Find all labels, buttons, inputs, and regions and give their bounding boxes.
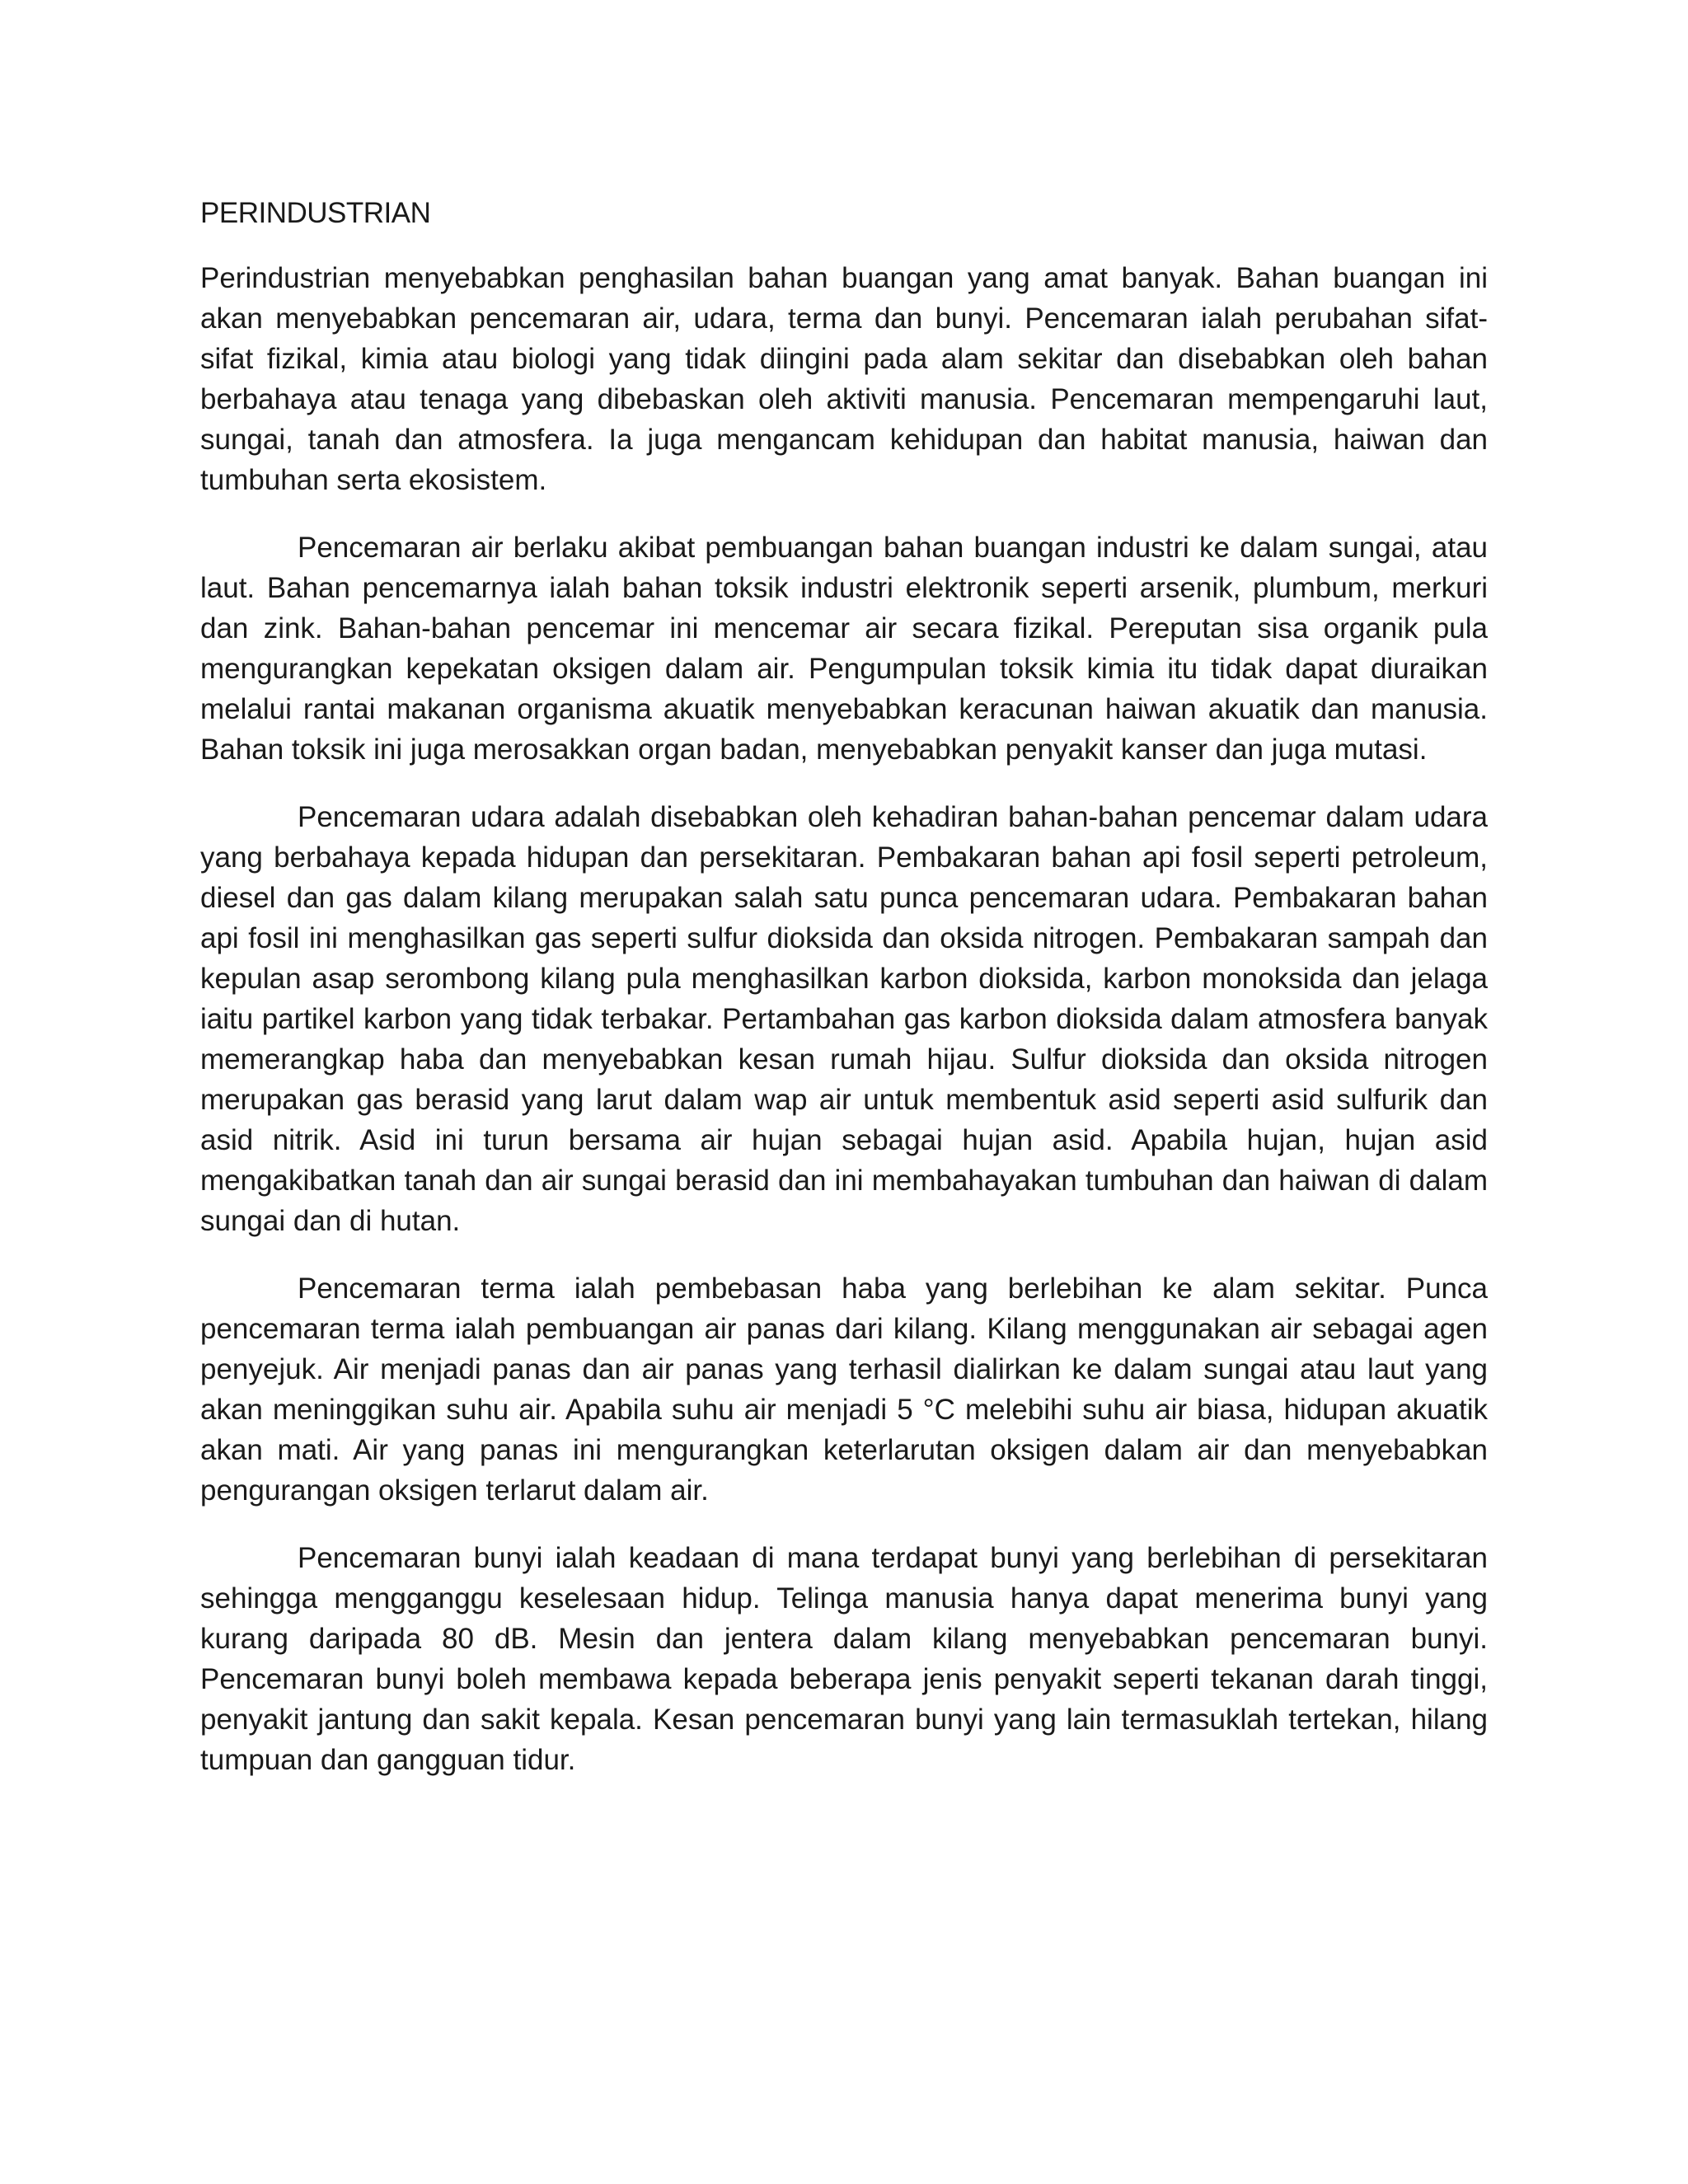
document-title: PERINDUSTRIAN [200,197,431,229]
paragraph-noise-pollution: Pencemaran bunyi ialah keadaan di mana terdapat bunyi yang berlebihan di persekitaran sehingga mengganggu keselesaan hidup. Telinga manusia hanya dapat menerima bunyi yang kurang daripada 80 dB. Mesin dan jentera dalam kilang menyebabkan pencemaran bunyi. Pencemaran bunyi boleh membawa kepada beberapa jenis penyakit seperti tekanan darah tinggi, penyakit jantung dan sakit kepala. Kesan pencemaran bunyi yang lain termasuklah tertekan, hilang tumpuan dan gangguan tidur. [200,1542,1488,1776]
paragraph-water-pollution: Pencemaran air berlaku akibat pembuangan bahan buangan industri ke dalam sungai, atau laut. Bahan pencemarnya ialah bahan toksik industri elektronik seperti arsenik, plumbum, merkuri dan zink. Bahan-bahan pencemar ini mencemar air secara fizikal. Pereputan sisa organik pula mengurangkan kepekatan oksigen dalam air. Pengumpulan toksik kimia itu tidak dapat diuraikan melalui rantai makanan organisma akuatik menyebabkan keracunan haiwan akuatik dan manusia. Bahan toksik ini juga merosakkan organ badan, menyebabkan penyakit kanser dan juga mutasi. [200,532,1488,766]
paragraph-intro: Perindustrian menyebabkan penghasilan bahan buangan yang amat banyak. Bahan buangan ini akan menyebabkan pencemaran air, udara, terma dan bunyi. Pencemaran ialah perubahan sifat-sifat fizikal, kimia atau biologi yang tidak diingini pada alam sekitar dan disebabkan oleh bahan berbahaya atau tenaga yang dibebaskan oleh aktiviti manusia. Pencemaran mempengaruhi laut, sungai, tanah dan atmosfera. Ia juga mengancam kehidupan dan habitat manusia, haiwan dan tumbuhan serta ekosistem. [200,262,1488,496]
document-body [200,193,1488,1807]
paragraph-thermal-pollution: Pencemaran terma ialah pembebasan haba yang berlebihan ke alam sekitar. Punca pencemaran terma ialah pembuangan air panas dari kilang. Kilang menggunakan air sebagai agen penyejuk. Air menjadi panas dan air panas yang terhasil dialirkan ke dalam sungai atau laut yang akan meninggikan suhu air. Apabila suhu air menjadi 5 °C melebihi suhu air biasa, hidupan akuatik akan mati. Air yang panas ini mengurangkan keterlarutan oksigen dalam air dan menyebabkan pengurangan oksigen terlarut dalam air. [200,1272,1488,1507]
paragraph-air-pollution: Pencemaran udara adalah disebabkan oleh kehadiran bahan-bahan pencemar dalam udara yang berbahaya kepada hidupan dan persekitaran. Pembakaran bahan api fosil seperti petroleum, diesel dan gas dalam kilang merupakan salah satu punca pencemaran udara. Pembakaran bahan api fosil ini menghasilkan gas seperti sulfur dioksida dan oksida nitrogen. Pembakaran sampah dan kepulan asap serombong kilang pula menghasilkan karbon dioksida, karbon monoksida dan jelaga iaitu partikel karbon yang tidak terbakar. Pertambahan gas karbon dioksida dalam atmosfera banyak memerangkap haba dan menyebabkan kesan rumah hijau. Sulfur dioksida dan oksida nitrogen merupakan gas berasid yang larut dalam wap air untuk membentuk asid seperti asid sulfurik dan asid nitrik. Asid ini turun bersama air hujan sebagai hujan asid. Apabila hujan, hujan asid mengakibatkan tanah dan air sungai berasid dan ini membahayakan tumbuhan dan haiwan di dalam sungai dan di hutan. [200,801,1488,1237]
